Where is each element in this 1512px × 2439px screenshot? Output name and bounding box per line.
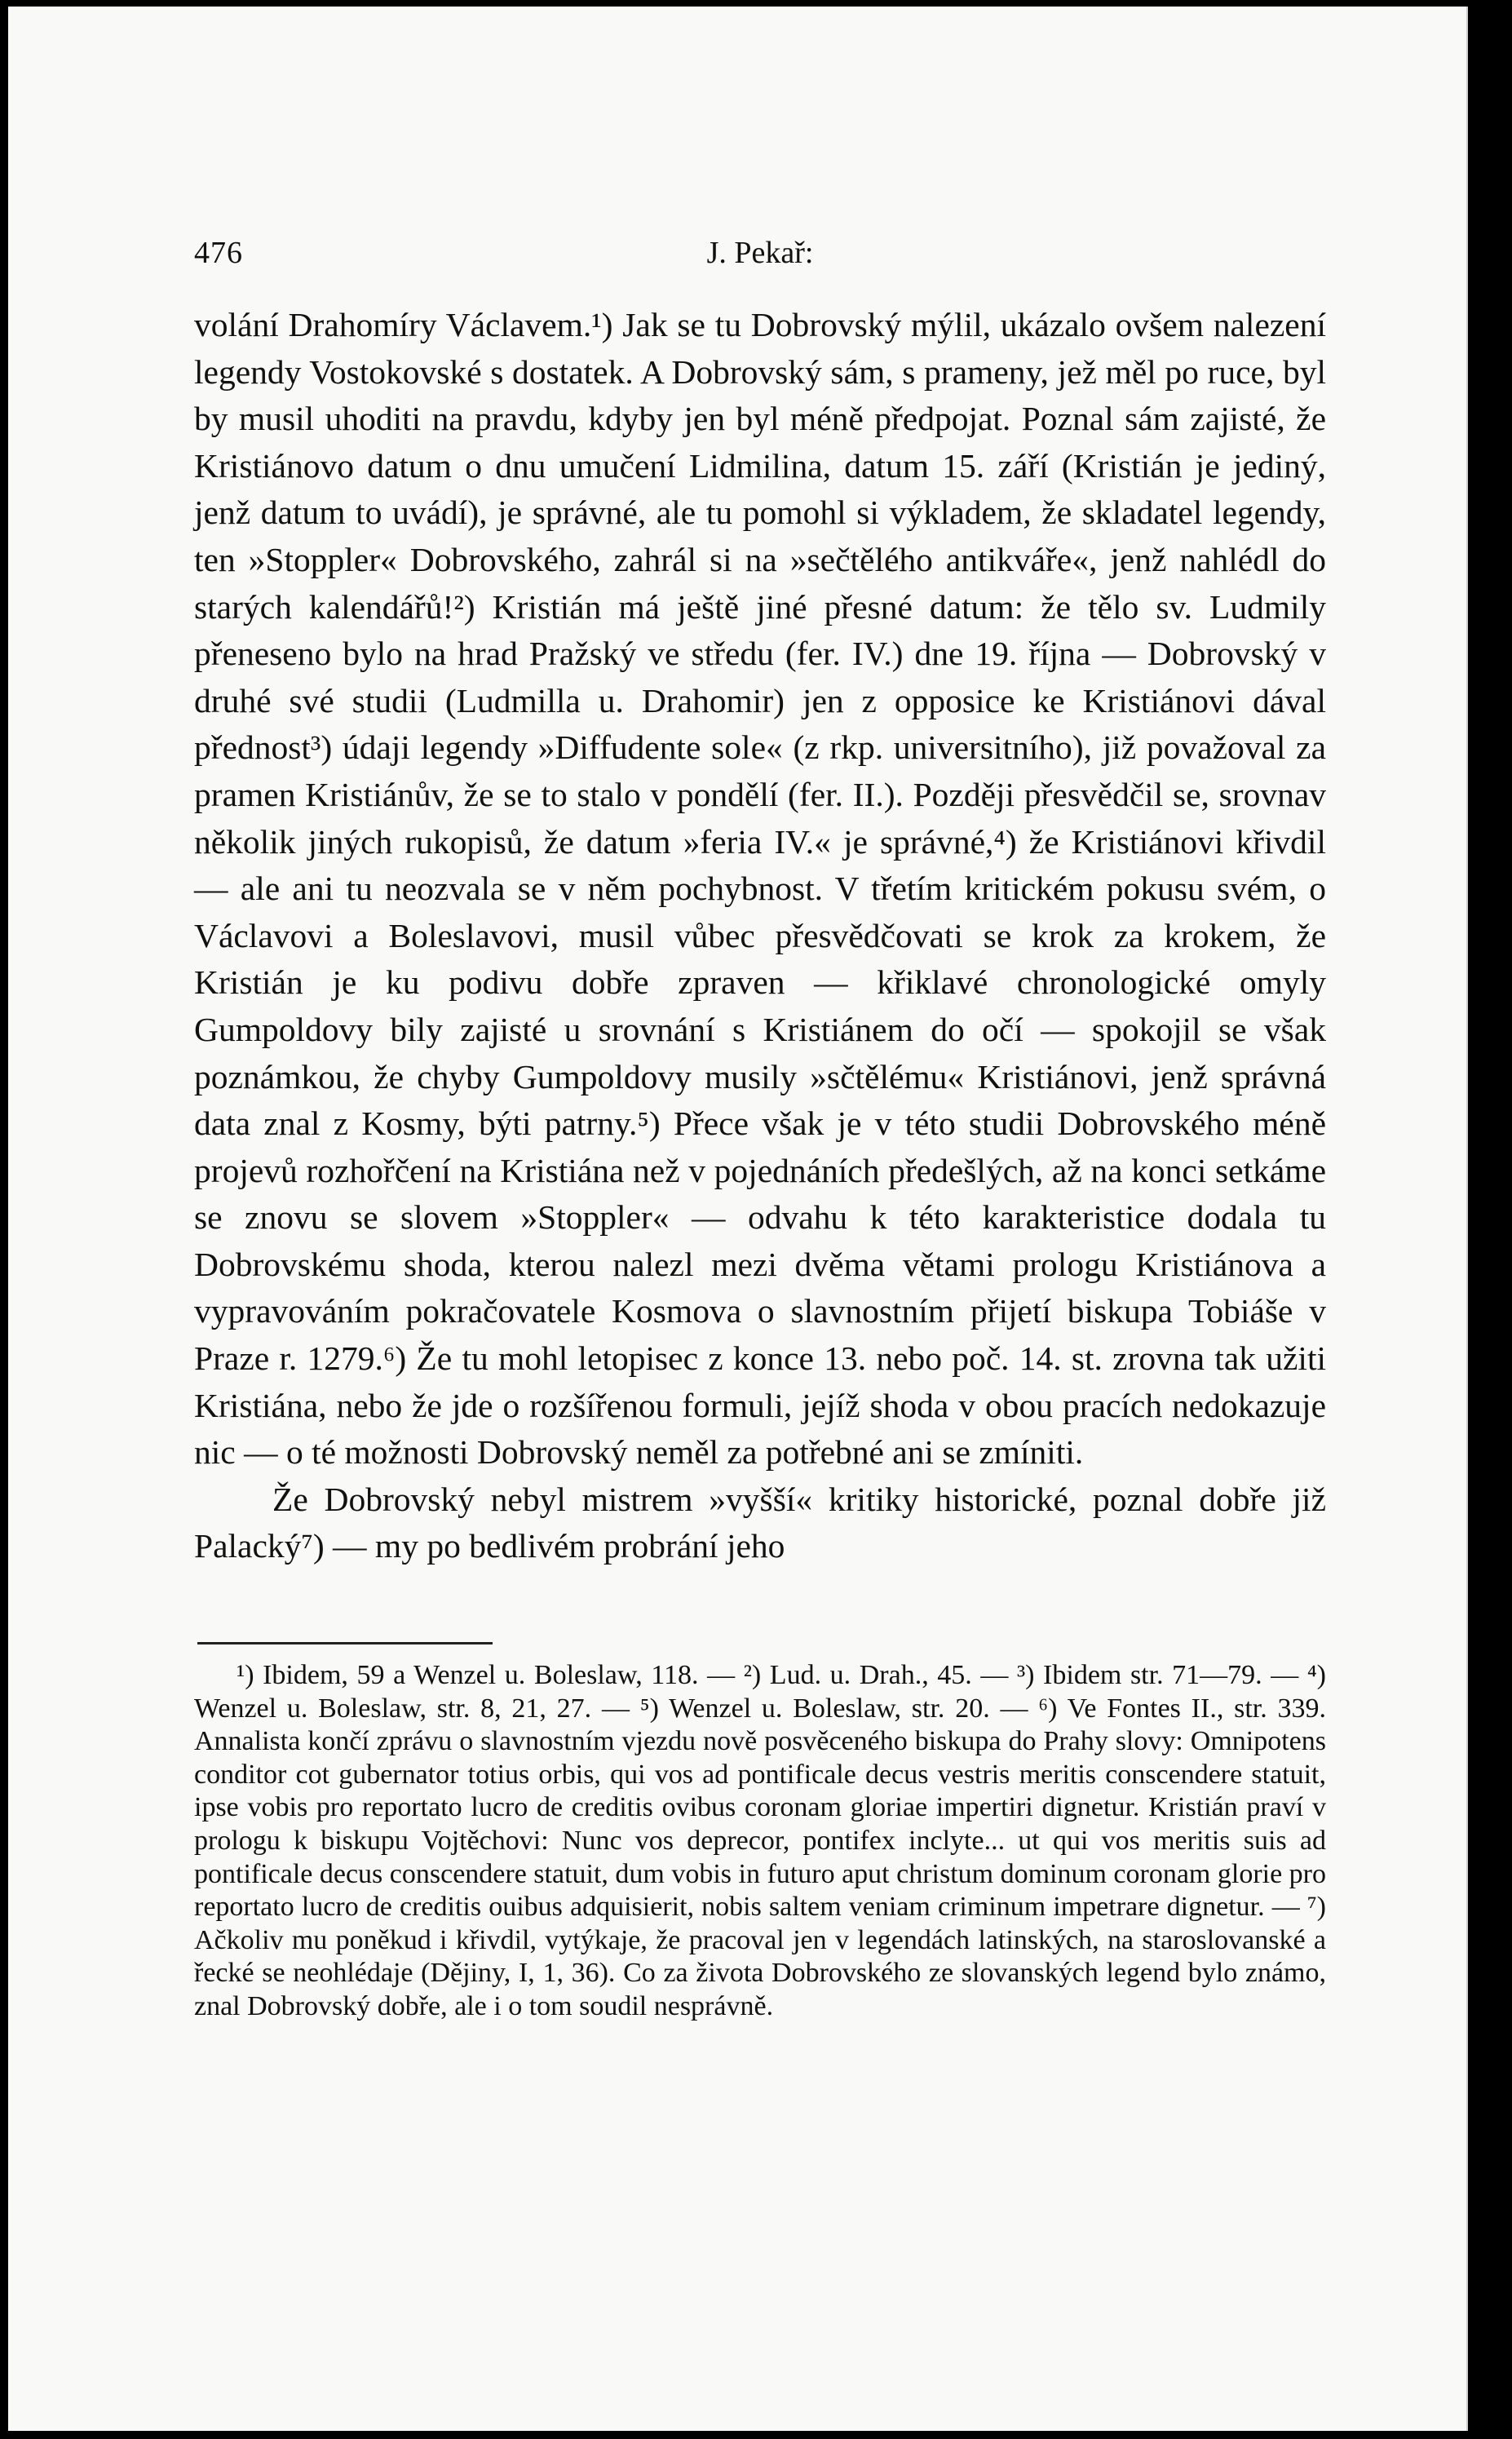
body-text [194,302,1326,1570]
page-number: 476 [194,236,243,270]
body-paragraph: volání Drahomíry Václavem.¹) Jak se tu Dobrovský mýlil, ukázalo ovšem nalezení legendy Vostokovské s dostatek. A Dobrovský sám, s prameny, jež měl po ruce, byl by musil uhoditi na pravdu, kdyby jen byl méně předpojat. Poznal sám zajisté, že Kristiánovo datum o dnu umučení Lidmilina, datum 15. září (Kristián je jediný, jenž datum to uvádí), je správné, ale tu pomohl si výkladem, že skladatel legendy, ten »Stoppler« Dobrovského, zahrál si na »sečtělého antikváře«, jenž nahlédl do starých kalendářů!²) Kristián má ještě jiné přesné datum: že tělo sv. Ludmily přeneseno bylo na hrad Pražský ve středu (fer. IV.) dne 19. října — Dobrovský v druhé své studii (Ludmilla u. Drahomir) jen z opposice ke Kristiánovi dával přednost³) údaji legendy »Diffudente sole« (z rkp. universitního), již považoval za pramen Kristiánův, že se to stalo v pondělí (fer. II.). Později přesvědčil se, srovnav několik jiných rukopisů, že datum »feria IV.« je správné,⁴) že Kristiánovi křivdil — ale ani tu neozvala se v něm pochybnost. V třetím kritickém pokusu svém, o Václavovi a Boleslavovi, musil vůbec přesvědčovati se krok za krokem, že Kristián je ku podivu dobře zpraven — křiklavé chronologické omyly Gumpoldovy bily zajisté u srovnání s Kristiánem do očí — spokojil se však poznámkou, že chyby Gumpoldovy musily »sčtělému« Kristiánovi, jenž správná data znal z Kosmy, býti patrny.⁵) Přece však je v této studii Dobrovského méně projevů rozhořčení na Kristiána než v pojednáních předešlých, až na konci setkáme se znovu se slovem »Stoppler« — odvahu k této karakteristice dodala tu Dobrovskému shoda, kterou nalezl mezi dvěma větami prologu Kristiánova a vypravováním pokračovatele Kosmova o slavnostním přijetí biskupa Tobiáše v Praze r. 1279.⁶) Že tu mohl letopisec z konce 13. nebo poč. 14. st. zrovna tak užiti Kristiána, nebo že jde o rozšířenou formuli, jejíž shoda v obou pracích nedokazuje nic — o té možnosti Dobrovský neměl za potřebné ani se zmíniti. [194,306,1326,1472]
running-head: J. Pekař: [706,236,814,270]
footnote-divider [197,1642,493,1644]
body-paragraph: Že Dobrovský nebyl mistrem »vyšší« kritiky historické, poznal dobře již Palacký⁷) — my po bedlivém probrání jeho [194,1480,1326,1565]
page-header [194,235,1326,284]
footnote-text: ¹) Ibidem, 59 a Wenzel u. Boleslaw, 118. — ²) Lud. u. Drah., 45. — ³) Ibidem str. 71—79. — ⁴) Wenzel u. Boleslaw, str. 8, 21, 27. — ⁵) Wenzel u. Boleslaw, str. 20. — ⁶) Ve Fontes II., str. 339. Annalista končí zprávu o slavnostním vjezdu nově posvěceného biskupa do Prahy slovy: Omnipotens conditor cot gubernator totius orbis, qui vos ad pontificale decus vestris meritis conscendere statuit, ipse vobis pro reportato lucro de creditis ovibus coronam gloriae impertiri dignetur. Kristián praví v prologu k biskupu Vojtěchovi: Nunc vos deprecor, pontifex inclyte... ut qui vos meritis suis ad pontificale decus conscendere statuit, dum vobis in futuro aput christum dominum coronam glorie pro reportato lucro de creditis ouibus adquisierit, nobis saltem veniam criminum impetrare dignetur. — ⁷) Ačkoliv mu poněkud i křivdil, vytýkaje, že pracoval jen v legendách latinských, na staroslovanské a řecké se neohlédaje (Dějiny, I, 1, 36). Co za života Dobrovského ze slovanských legend bylo známo, znal Dobrovský dobře, ale i o tom soudil nesprávně. [194,1660,1327,2021]
book-page [8,7,1468,2431]
footnotes [194,1659,1326,2024]
